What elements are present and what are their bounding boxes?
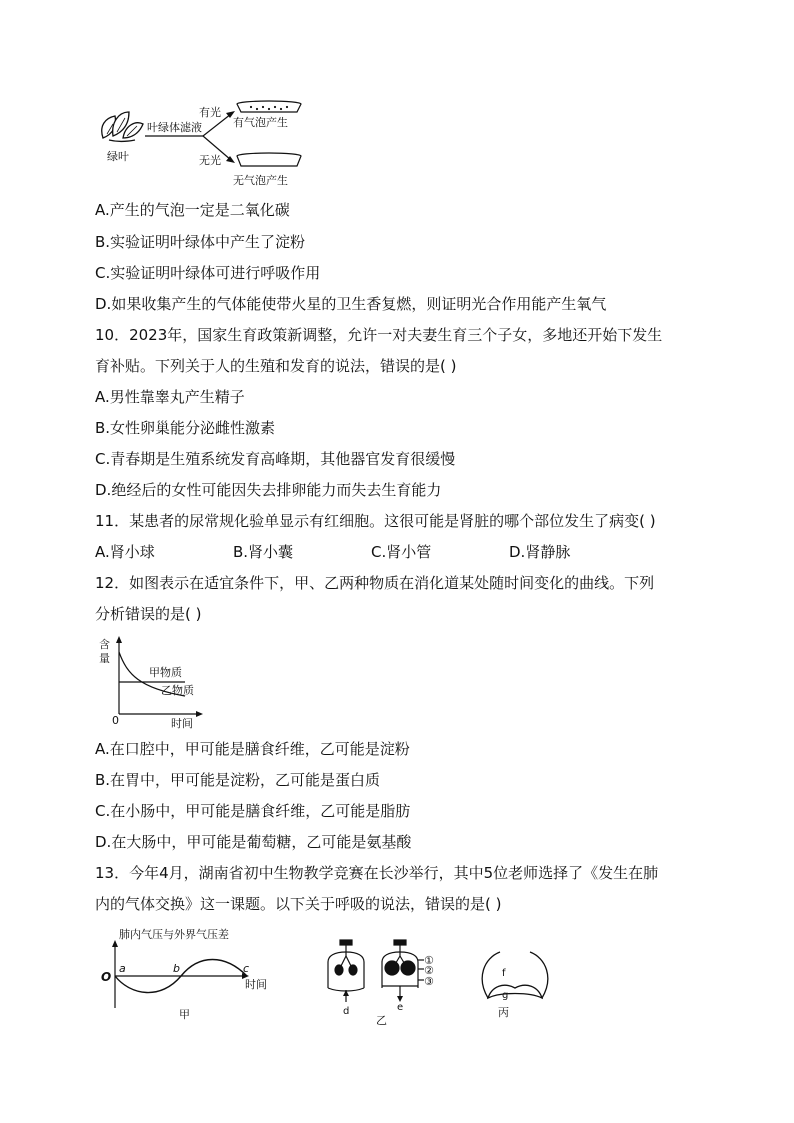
point-b-label: b: [173, 962, 180, 975]
q12-option-a: A.在口腔中，甲可能是膳食纤维，乙可能是淀粉: [95, 740, 410, 758]
x-axis-label: 时间: [171, 717, 193, 730]
origin-label: 0: [112, 714, 119, 727]
series-b-label: 乙物质: [161, 684, 194, 697]
q11-options: [95, 542, 695, 562]
q11-option-b: B.肾小囊: [233, 543, 294, 561]
q9-option-a: A.产生的气泡一定是二氧化碳: [95, 201, 290, 219]
mark-e: e: [397, 1002, 404, 1013]
leaf-label: 绿叶: [107, 150, 129, 163]
thorax-diaphragm-figure: [470, 948, 560, 1024]
q13-stem-line2: 内的气体交换》这一课题。以下关于呼吸的说法，错误的是( ): [95, 895, 502, 913]
pressure-difference-figure: [95, 924, 280, 1024]
q10-stem-line2: 育补贴。下列关于人的生殖和发育的说法，错误的是( ): [95, 357, 457, 375]
diaphragm-curve: [488, 985, 542, 998]
y-axis-label-1: 含: [99, 638, 110, 651]
graph-title: 肺内气压与外界气压差: [119, 928, 229, 941]
figure-yi-label: 乙: [376, 1014, 387, 1027]
q11-option-d: D.肾静脉: [509, 543, 571, 561]
no-bubbles-label: 无气泡产生: [233, 174, 288, 187]
leaf-icon: [102, 112, 143, 142]
q10-option-d: D.绝经后的女性可能因失去排卵能力而失去生育能力: [95, 481, 442, 499]
y-axis-label-2: 量: [99, 652, 110, 665]
q10-option-a: A.男性靠睾丸产生精子: [95, 388, 245, 406]
mark-d: d: [343, 1006, 350, 1017]
bell-jar-model-figure: [318, 938, 448, 1028]
mark-g: g: [502, 990, 509, 1001]
q12-stem-line1: 12．如图表示在适宜条件下，甲、乙两种物质在消化道某处随时间变化的曲线。下列: [95, 574, 655, 592]
empty-dish-icon: [237, 153, 301, 166]
q12-stem-line2: 分析错误的是( ): [95, 605, 202, 623]
dish-with-bubbles-icon: [237, 101, 301, 112]
q12-option-b: B.在胃中，甲可能是淀粉，乙可能是蛋白质: [95, 771, 381, 789]
mark-1: ①: [424, 954, 434, 967]
figure-bing-label: 丙: [498, 1006, 509, 1019]
mark-f: f: [502, 968, 506, 979]
mark-3: ③: [424, 975, 434, 988]
bubbles-label: 有气泡产生: [233, 116, 288, 129]
q9-option-d: D.如果收集产生的气体能使带火星的卫生香复燃，则证明光合作用能产生氧气: [95, 295, 607, 313]
bell-jar-right-icon: [382, 940, 424, 1000]
point-c-label: c: [243, 962, 250, 975]
mark-2: ②: [424, 964, 434, 977]
q13-stem-line1: 13．今年4月，湖南省初中生物教学竞赛在长沙举行，其中5位老师选择了《发生在肺: [95, 864, 659, 882]
digestion-curve-figure: [95, 634, 215, 730]
q9-option-b: B.实验证明叶绿体中产生了淀粉: [95, 233, 306, 251]
q11-stem: 11．某患者的尿常规化验单显示有红细胞。这很可能是肾脏的哪个部位发生了病变( ): [95, 512, 656, 530]
q10-option-b: B.女性卵巢能分泌雌性激素: [95, 419, 276, 437]
series-a-label: 甲物质: [149, 666, 182, 679]
q12-option-c: C.在小肠中，甲可能是膳食纤维，乙可能是脂肪: [95, 802, 411, 820]
point-a-label: a: [119, 962, 126, 975]
chloroplast-experiment-figure: [95, 96, 315, 192]
q10-stem-line1: 10．2023年，国家生育政策新调整，允许一对夫妻生育三个子女，多地还开始下发生: [95, 326, 663, 344]
x-axis-label: 时间: [245, 978, 267, 991]
light-label: 有光: [199, 106, 221, 119]
origin-label: O: [101, 970, 112, 984]
q11-option-a: A.肾小球: [95, 543, 155, 561]
q9-option-c: C.实验证明叶绿体可进行呼吸作用: [95, 264, 321, 282]
q10-option-c: C.青春期是生殖系统发育高峰期，其他器官发育很缓慢: [95, 450, 456, 468]
dark-label: 无光: [199, 154, 221, 167]
filtrate-label: 叶绿体滤液: [147, 121, 202, 134]
figure-jia-label: 甲: [179, 1008, 190, 1021]
q11-option-c: C.肾小管: [371, 543, 432, 561]
q12-option-d: D.在大肠中，甲可能是葡萄糖，乙可能是氨基酸: [95, 833, 412, 851]
